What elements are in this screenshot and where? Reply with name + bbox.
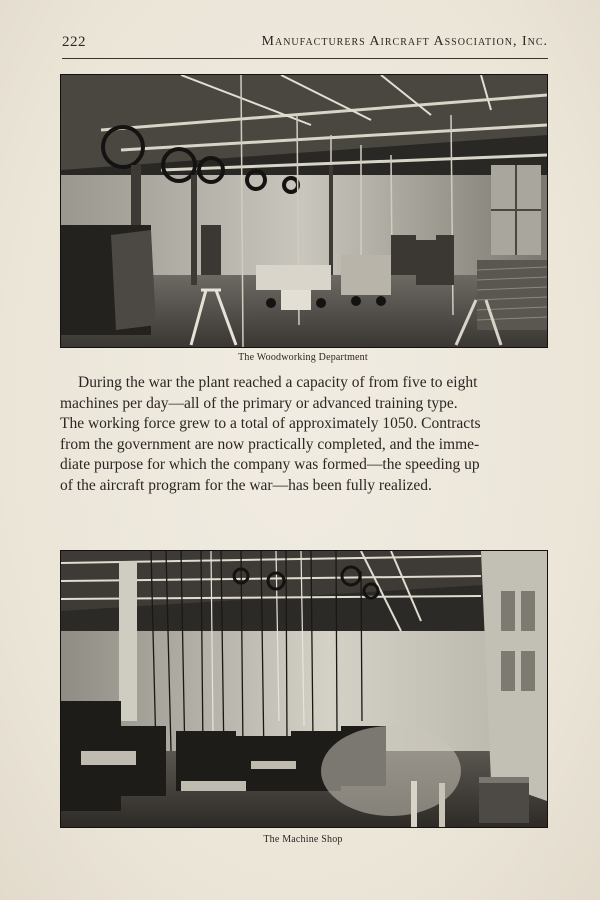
- figure-caption: The Woodworking Department: [238, 352, 368, 363]
- page-number: 222: [62, 34, 86, 50]
- text-line: diate purpose for which the company was formed—the speeding up: [60, 456, 480, 474]
- text-line: The working force grew to a total of approximately 1050. Contracts: [60, 415, 481, 433]
- figure-caption: The Machine Shop: [263, 834, 343, 845]
- header-rule: [62, 58, 548, 59]
- text-line: During the war the plant reached a capacity of from five to eight: [78, 374, 478, 391]
- woodworking-photo: [60, 74, 548, 348]
- machine-shop-photo: [60, 550, 548, 828]
- running-head: Manufacturers Aircraft Association, Inc.: [261, 34, 548, 49]
- page-header: [62, 34, 548, 56]
- text-line: from the government are now practically completed, and the imme-: [60, 435, 480, 453]
- text-line: machines per day—all of the primary or advanced training type.: [60, 394, 458, 412]
- body-paragraph: [60, 373, 548, 497]
- text-line: of the aircraft program for the war—has been fully realized.: [60, 476, 432, 494]
